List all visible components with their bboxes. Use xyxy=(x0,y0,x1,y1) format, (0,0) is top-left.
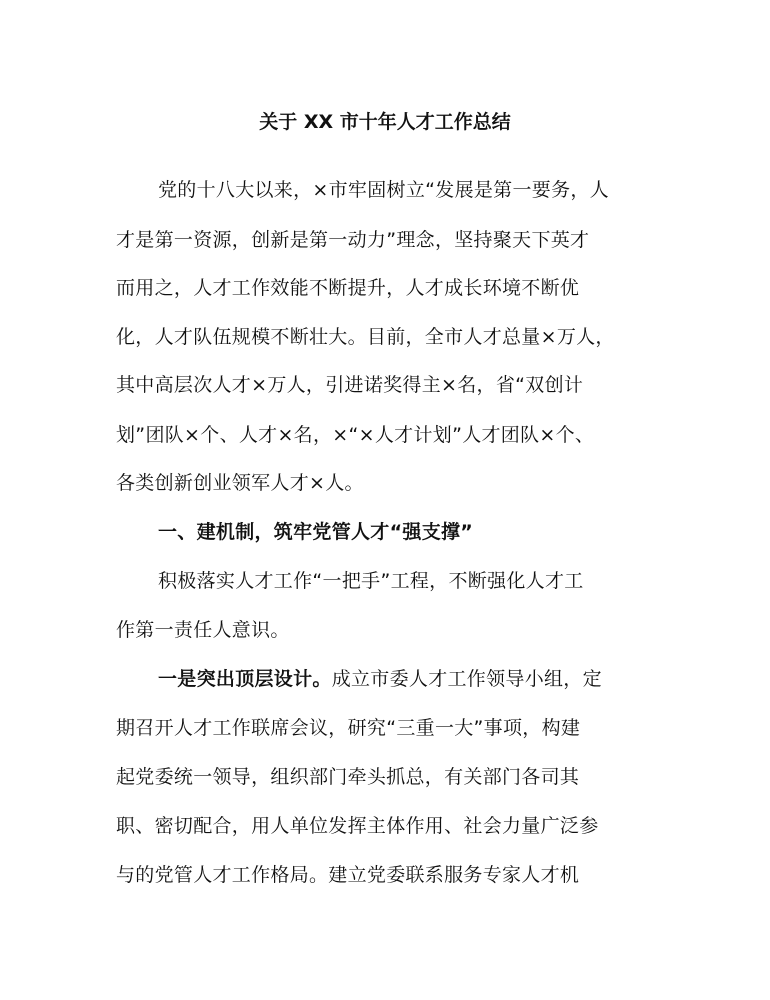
paragraph-line: 与的党管人才工作格局。建立党委联系服务专家人才机 xyxy=(116,864,580,886)
paragraph-line: 起党委统一领导，组织部门牵头抓总，有关部门各司其 xyxy=(116,766,580,788)
paragraph-line: 职、密切配合，用人单位发挥主体作用、社会力量广泛参 xyxy=(116,815,599,837)
paragraph-line: 其中高层次人才×万人，引进诺奖得主×名，省“双创计 xyxy=(116,374,584,396)
paragraph-line: 才是第一资源，创新是第一动力”理念，坚持聚天下英才 xyxy=(116,229,590,251)
paragraph-line: 积极落实人才工作“一把手”工程，不断强化人才工 xyxy=(158,570,584,592)
paragraph-line: 化，人才队伍规模不断壮大。目前，全市人才总量×万人， xyxy=(116,326,615,348)
document-title: 关于 XX 市十年人才工作总结 xyxy=(259,111,511,133)
paragraph-line: 作第一责任人意识。 xyxy=(116,619,290,641)
item-text: 成立市委人才工作领导小组，定 xyxy=(331,668,602,690)
paragraph-line: 期召开人才工作联席会议，研究“三重一大”事项，构建 xyxy=(116,717,581,739)
paragraph-line: 划”团队×个、人才×名，×“×人才计划”人才团队×个、 xyxy=(116,424,595,446)
paragraph-line: 各类创新创业领军人才×人。 xyxy=(116,472,364,494)
paragraph-line xyxy=(158,665,602,693)
paragraph-line: 而用之，人才工作效能不断提升，人才成长环境不断优 xyxy=(116,277,580,299)
paragraph-line: 党的十八大以来，×市牢固树立“发展是第一要务，人 xyxy=(158,179,609,201)
section-heading: 一、建机制，筑牢党管人才“强支撑” xyxy=(158,521,474,543)
item-lead-text: 一是突出顶层设计。 xyxy=(158,668,332,690)
